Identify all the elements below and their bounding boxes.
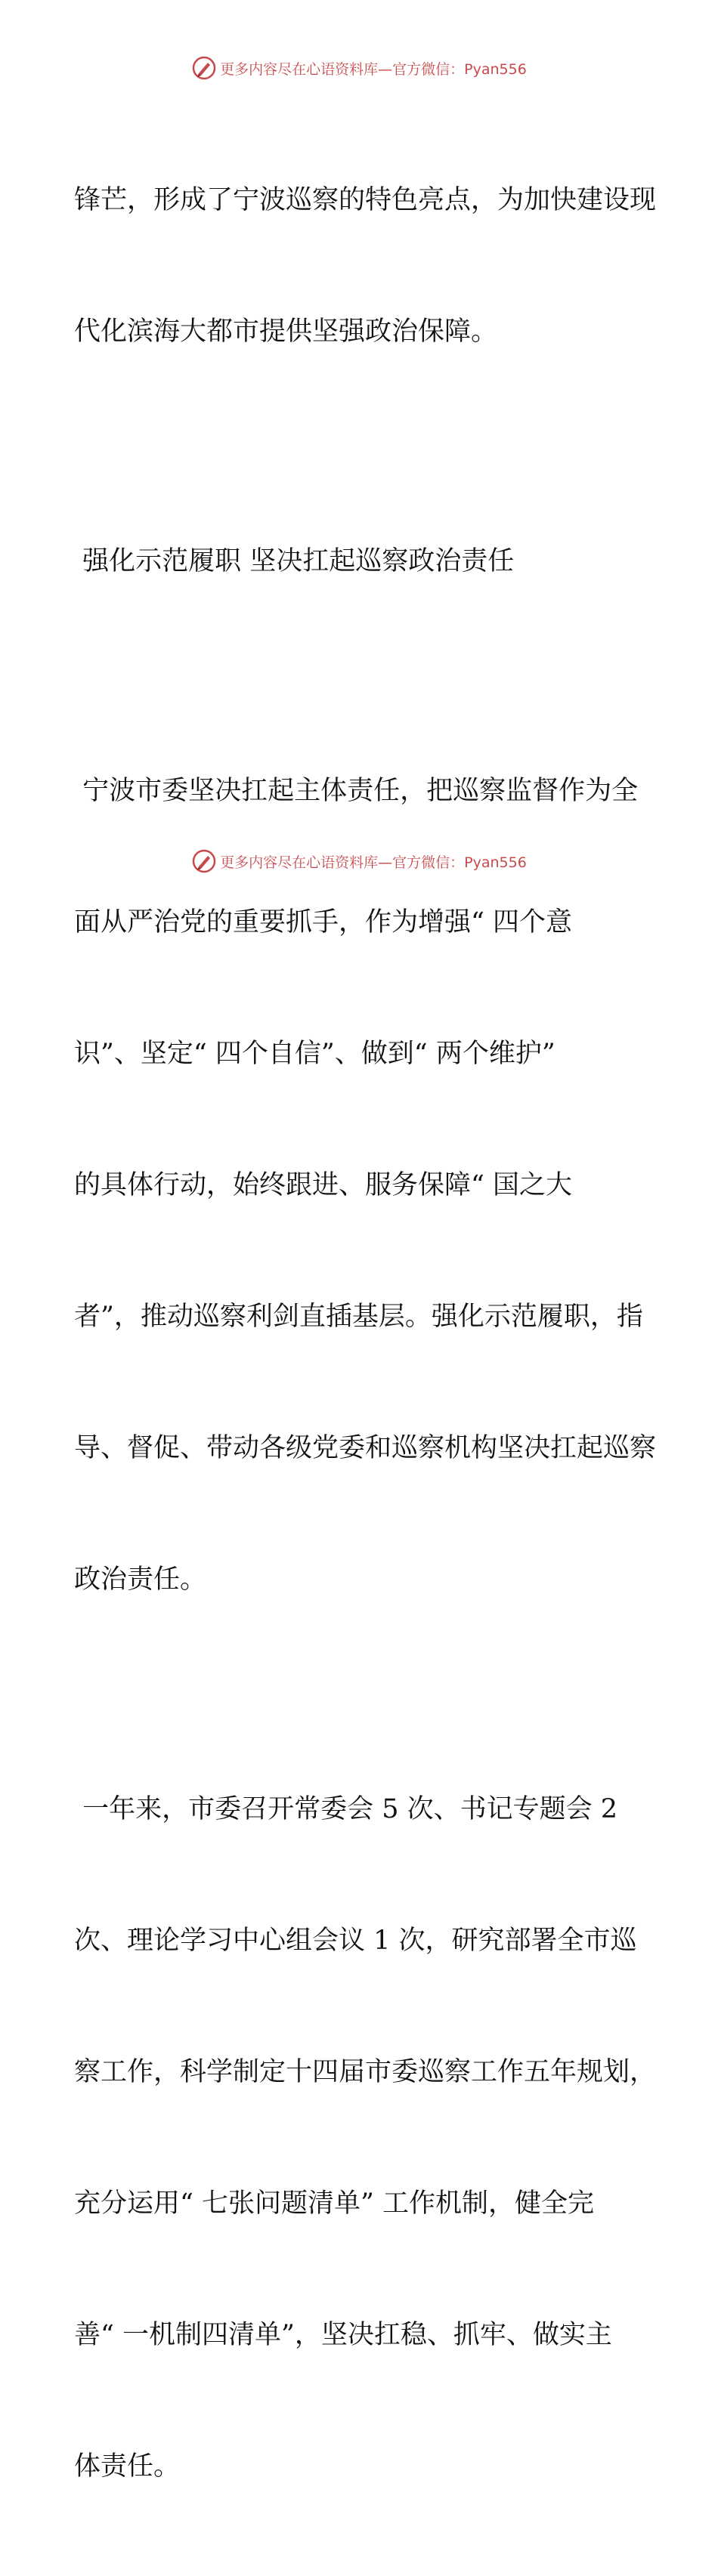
document-body xyxy=(74,91,657,2576)
text-line: 察工作，科学制定十四届市委巡察工作五年规划， xyxy=(74,2057,657,2087)
paragraph-2 xyxy=(74,681,657,1689)
watermark-banner-bottom xyxy=(0,845,718,878)
text-line: 者”，推动巡察利剑直插基层。强化示范履职，指 xyxy=(74,1302,643,1332)
text-line: 识”、坚定“ 四个自信”、做到“ 两个维护” xyxy=(74,1039,556,1069)
text-line: 善“ 一机制四清单”，坚决扛稳、抓牢、做实主 xyxy=(74,2320,612,2350)
text-line: 代化滨海大都市提供坚强政治保障。 xyxy=(74,317,498,347)
paragraph-3 xyxy=(74,1700,657,2576)
section-heading xyxy=(74,452,648,671)
text-line: 一年来，市委召开常委会 5 次、书记专题会 2 xyxy=(74,1794,618,1824)
text-line: 宁波市委坚决扛起主体责任，把巡察监督作为全 xyxy=(74,776,639,806)
text-line: 面从严治党的重要抓手，作为增强“ 四个意 xyxy=(74,907,573,937)
pen-logo-icon xyxy=(191,55,217,81)
paragraph-1 xyxy=(74,91,657,441)
watermark-banner-top xyxy=(0,51,718,85)
watermark-text: 更多内容尽在心语资料库—官方微信：Pyan556 xyxy=(220,854,527,871)
text-line: 充分运用“ 七张问题清单” 工作机制，健全完 xyxy=(74,2188,595,2219)
text-line: 体责任。 xyxy=(74,2451,181,2482)
heading-line: 强化示范履职 坚决扛起巡察政治责任 xyxy=(74,546,515,576)
text-line: 政治责任。 xyxy=(74,1564,207,1595)
text-line: 的具体行动，始终跟进、服务保障“ 国之大 xyxy=(74,1170,573,1200)
text-line: 锋芒，形成了宁波巡察的特色亮点，为加快建设现 xyxy=(74,185,657,215)
text-line: 次、理论学习中心组会议 1 次，研究部署全市巡 xyxy=(74,1926,637,1956)
pen-logo-icon xyxy=(191,848,217,874)
text-line: 导、督促、带动各级党委和巡察机构坚决扛起巡察 xyxy=(74,1433,657,1463)
watermark-text: 更多内容尽在心语资料库—官方微信：Pyan556 xyxy=(220,60,527,78)
